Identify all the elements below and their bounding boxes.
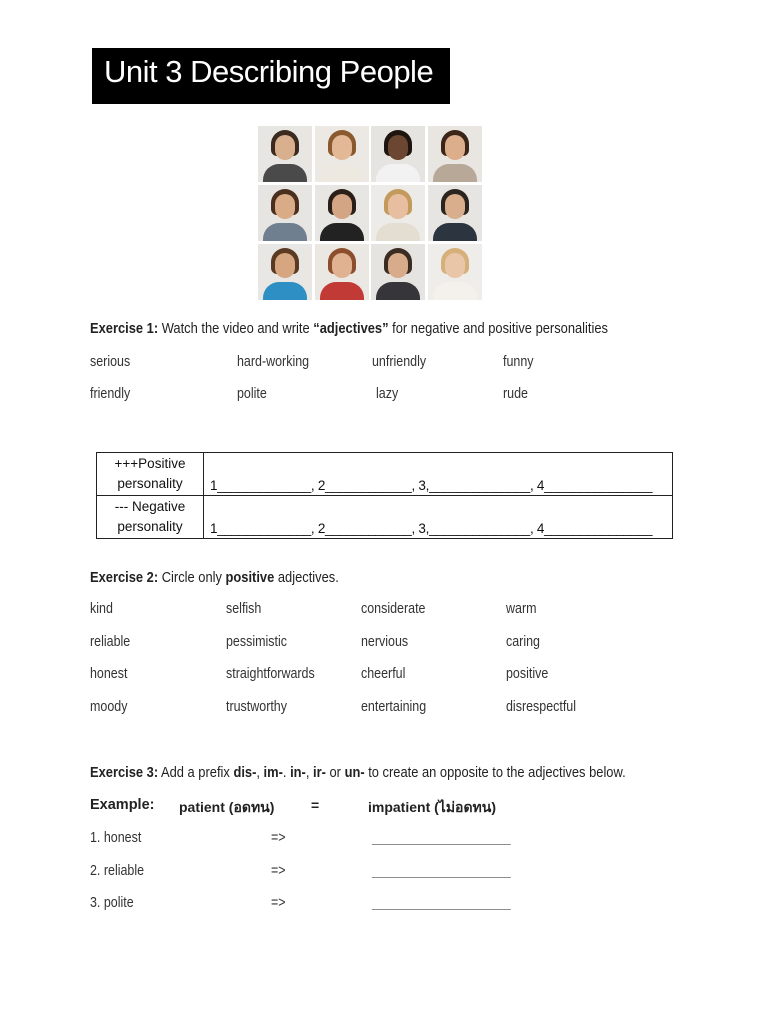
positive-label-line2: personality <box>117 476 183 491</box>
prefix-in: in- <box>290 764 306 781</box>
portrait-shoulders <box>433 164 477 182</box>
personality-table <box>96 452 673 539</box>
portrait-shoulders <box>320 282 364 300</box>
exercise-1-label: Exercise 1: <box>90 320 159 337</box>
portrait-shoulders <box>376 164 420 182</box>
ex1-word: serious <box>90 354 131 370</box>
page-title: Unit 3 Describing People <box>92 48 450 104</box>
ex2-word[interactable]: disrespectful <box>506 699 577 715</box>
positive-label <box>97 453 204 496</box>
ex1-word: polite <box>237 386 267 402</box>
portrait-shoulders <box>263 164 307 182</box>
ex2-word[interactable]: positive <box>506 666 549 682</box>
portrait-face <box>332 253 352 278</box>
exercise-2-keyword: positive <box>225 569 275 586</box>
portrait-shoulders <box>376 223 420 241</box>
ex2-word[interactable]: honest <box>90 666 128 682</box>
ex1-word: funny <box>503 354 534 370</box>
ex3-item-blank[interactable]: ____________________ <box>372 863 511 879</box>
ex3-item-arrow: => <box>271 895 286 911</box>
prefix-un: un- <box>344 764 365 781</box>
portrait-photo <box>371 126 425 182</box>
exercise-1-keyword: “adjectives” <box>313 320 389 337</box>
ex3-item-arrow: => <box>271 830 286 846</box>
portrait-photo <box>258 126 312 182</box>
ex2-word[interactable]: considerate <box>361 601 426 617</box>
ex2-word[interactable]: pessimistic <box>226 634 287 650</box>
portrait-photo <box>428 244 482 300</box>
prefix-sep: , <box>256 764 264 781</box>
ex2-word[interactable]: straightforwards <box>226 666 315 682</box>
ex1-word: rude <box>503 386 528 402</box>
portrait-shoulders <box>320 223 364 241</box>
portrait-shoulders <box>263 223 307 241</box>
portrait-photo <box>315 185 369 241</box>
portrait-photo <box>371 244 425 300</box>
portrait-face <box>445 253 465 278</box>
prefix-dis: dis- <box>233 764 257 781</box>
portrait-face <box>332 194 352 219</box>
portrait-shoulders <box>320 164 364 182</box>
prefix-sep: or <box>325 764 345 781</box>
negative-label-line2: personality <box>117 519 183 534</box>
negative-label-line1: --- Negative <box>114 499 186 514</box>
ex1-word: friendly <box>90 386 131 402</box>
portrait-face <box>275 253 295 278</box>
exercise-2-text-a: Circle only <box>158 569 226 586</box>
photo-grid <box>258 126 482 302</box>
portrait-shoulders <box>433 223 477 241</box>
ex2-word[interactable]: nervious <box>361 634 409 650</box>
ex2-word[interactable]: entertaining <box>361 699 427 715</box>
exercise-3-instruction <box>90 764 713 781</box>
exercise-1-instruction <box>90 320 692 337</box>
negative-blanks[interactable]: 1_____________, 2____________, 3,______________, 4_______________ <box>204 496 673 539</box>
prefix-ir: ir- <box>313 764 326 781</box>
portrait-face <box>388 194 408 219</box>
portrait-shoulders <box>376 282 420 300</box>
ex1-word: unfriendly <box>372 354 427 370</box>
ex2-word[interactable]: reliable <box>90 634 131 650</box>
portrait-face <box>332 135 352 160</box>
portrait-shoulders <box>433 282 477 300</box>
example-label: Example: <box>90 797 155 813</box>
example-equals: = <box>311 797 320 813</box>
ex2-word[interactable]: selfish <box>226 601 262 617</box>
exercise-3-label: Exercise 3: <box>90 764 159 781</box>
portrait-photo <box>258 244 312 300</box>
portrait-face <box>445 135 465 160</box>
portrait-face <box>275 194 295 219</box>
exercise-2-text-b: adjectives. <box>274 569 339 586</box>
ex3-item-word: 3. polite <box>90 895 134 911</box>
ex2-word[interactable]: cheerful <box>361 666 406 682</box>
portrait-photo <box>258 185 312 241</box>
exercise-2-instruction <box>90 569 379 586</box>
ex2-word[interactable]: kind <box>90 601 113 617</box>
prefix-sep: . <box>282 764 291 781</box>
portrait-photo <box>315 126 369 182</box>
portrait-photo <box>371 185 425 241</box>
positive-label-line1: +++Positive <box>114 456 186 471</box>
negative-row <box>97 496 673 539</box>
ex3-item-word: 2. reliable <box>90 863 145 879</box>
ex3-item-arrow: => <box>271 863 286 879</box>
exercise-1-text-b: for negative and positive personalities <box>388 320 608 337</box>
portrait-shoulders <box>263 282 307 300</box>
portrait-photo <box>428 126 482 182</box>
ex1-word: lazy <box>376 386 399 402</box>
ex2-word[interactable]: trustworthy <box>226 699 287 715</box>
prefix-sep: , <box>305 764 314 781</box>
example-word: patient (อดทน) <box>179 799 275 815</box>
positive-row <box>97 453 673 496</box>
exercise-3-text-b: to create an opposite to the adjectives below. <box>364 764 626 781</box>
ex1-word: hard-working <box>237 354 310 370</box>
ex2-word[interactable]: moody <box>90 699 128 715</box>
ex3-item-blank[interactable]: ____________________ <box>372 830 511 846</box>
negative-label <box>97 496 204 539</box>
exercise-2-label: Exercise 2: <box>90 569 159 586</box>
example-answer: impatient (ไม่อดทน) <box>368 799 497 815</box>
portrait-photo <box>315 244 369 300</box>
ex3-item-blank[interactable]: ____________________ <box>372 895 511 911</box>
exercise-1-text-a: Watch the video and write <box>158 320 314 337</box>
ex2-word[interactable]: warm <box>506 601 537 617</box>
positive-blanks[interactable]: 1_____________, 2____________, 3,______________, 4_______________ <box>204 453 673 496</box>
portrait-face <box>388 253 408 278</box>
ex3-item-word: 1. honest <box>90 830 142 846</box>
portrait-face <box>388 135 408 160</box>
portrait-face <box>275 135 295 160</box>
ex2-word[interactable]: caring <box>506 634 540 650</box>
prefix-im: im- <box>263 764 283 781</box>
exercise-3-text-a: Add a prefix <box>158 764 234 781</box>
portrait-photo <box>428 185 482 241</box>
portrait-face <box>445 194 465 219</box>
